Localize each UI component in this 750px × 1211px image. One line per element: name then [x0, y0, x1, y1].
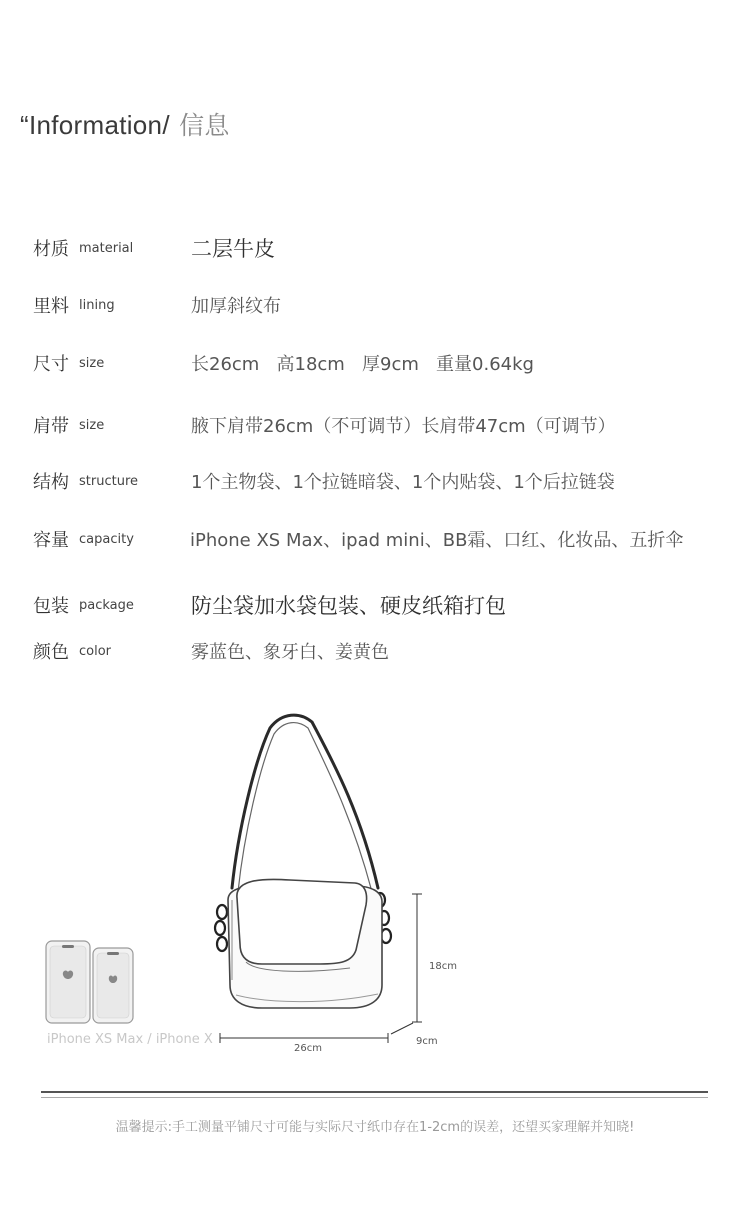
info-heading — [20, 106, 230, 142]
phone-small-icon — [93, 948, 133, 1023]
spec-value: 加厚斜纹布 — [191, 296, 281, 317]
spec-label-en: size — [79, 418, 105, 433]
phone-large-icon — [46, 941, 90, 1023]
width-dimension-line — [220, 1033, 388, 1043]
spec-row-material — [0, 227, 750, 267]
spec-row-strap — [0, 404, 750, 444]
bag-body — [228, 879, 382, 1008]
heading-cn: 信息 — [171, 112, 230, 140]
spec-label-en: size — [79, 356, 105, 371]
spec-value: 腋下肩带26cm（不可调节）长肩带47cm（可调节） — [191, 416, 616, 437]
spec-label-cn: 材质 — [33, 239, 69, 260]
spec-label-cn: 尺寸 — [33, 354, 69, 375]
spec-value: 二层牛皮 — [191, 237, 275, 261]
spec-label-en: package — [79, 598, 134, 613]
spec-label-cn: 颜色 — [33, 642, 69, 663]
spec-label-en: capacity — [79, 532, 134, 547]
spec-label-en: material — [79, 241, 134, 256]
spec-value: 长26cm 高18cm 厚9cm 重量0.64kg — [191, 354, 534, 375]
spec-label-cn: 包装 — [33, 596, 69, 617]
spec-row-lining — [0, 284, 750, 324]
spec-row-structure — [0, 460, 750, 500]
depth-label: 9cm — [416, 1036, 438, 1047]
spec-row-size — [0, 342, 750, 382]
heading-en: “Information/ — [20, 110, 170, 140]
spec-row-package — [0, 584, 750, 624]
spec-row-capacity — [0, 518, 750, 558]
spec-label-cn: 肩带 — [33, 416, 69, 437]
phone-caption: iPhone XS Max / iPhone X — [47, 1032, 213, 1047]
depth-dimension-line — [391, 1023, 413, 1034]
spec-label-en: structure — [79, 474, 138, 489]
divider-thin — [41, 1097, 708, 1098]
spec-value: 防尘袋加水袋包装、硬皮纸箱打包 — [191, 594, 506, 618]
spec-value: 雾蓝色、象牙白、姜黄色 — [191, 642, 389, 663]
spec-label-en: color — [79, 644, 112, 659]
spec-label-en: lining — [79, 298, 115, 313]
spec-value: 1个主物袋、1个拉链暗袋、1个内贴袋、1个后拉链袋 — [191, 472, 615, 493]
width-label: 26cm — [294, 1043, 322, 1054]
height-dimension-line — [412, 894, 422, 1022]
divider-thick — [41, 1091, 708, 1093]
footer-tip: 温馨提示:手工测量平铺尺寸可能与实际尺寸纸巾存在1-2cm的误差，还望买家理解并知晓! — [115, 1120, 635, 1135]
spec-value: iPhone XS Max、ipad mini、BB霜、口红、化妆品、五折伞 — [190, 530, 684, 551]
spec-row-color — [0, 630, 750, 670]
bag-strap — [232, 715, 378, 892]
height-label: 18cm — [429, 961, 457, 972]
bag-size-illustration — [0, 700, 750, 1080]
spec-label-cn: 结构 — [33, 472, 69, 493]
spec-label-cn: 里料 — [33, 296, 69, 317]
spec-label-cn: 容量 — [33, 530, 69, 551]
